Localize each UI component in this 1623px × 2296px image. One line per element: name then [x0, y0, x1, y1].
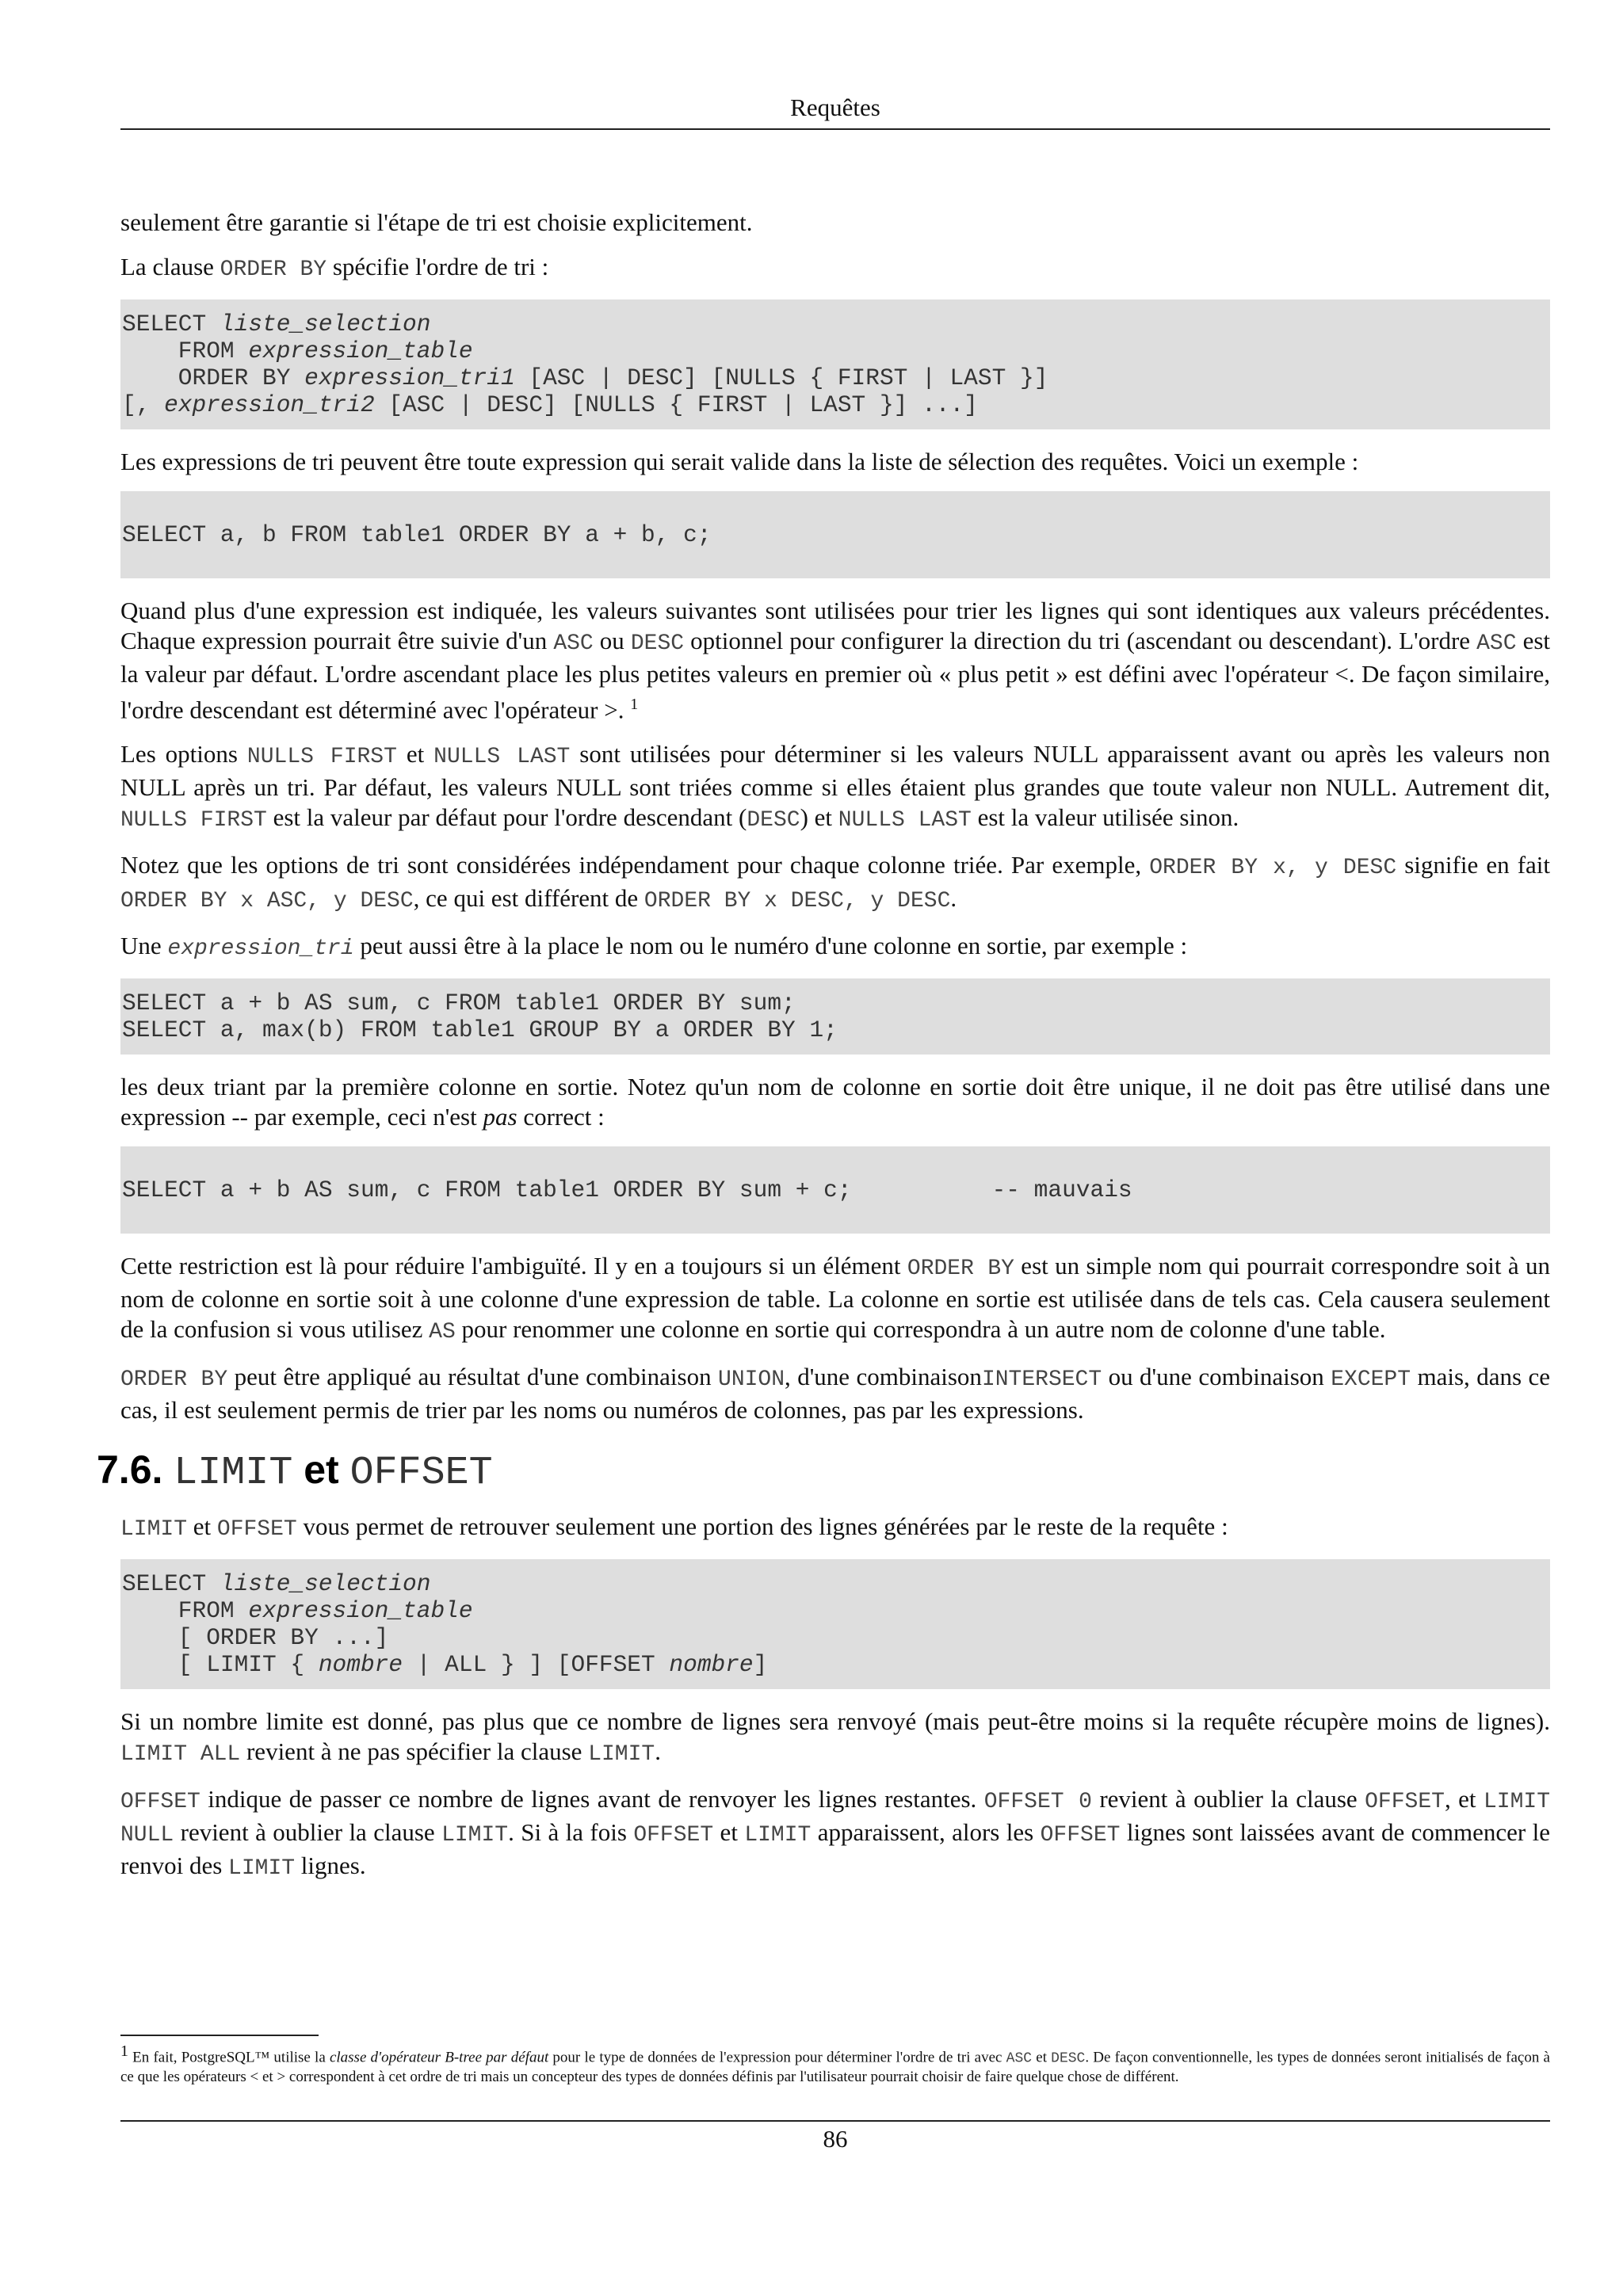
footer-rule: [120, 2120, 1550, 2122]
section-heading: 7.6. LIMIT et OFFSET: [97, 1447, 493, 1497]
paragraph: les deux triant par la première colonne en sortie. Notez qu'un nom de colonne en sortie doit être unique, il ne doit pas être utilisé dans une expression -- par exemple, ceci n'est pas correct :: [120, 1073, 1550, 1131]
code-block: SELECT a, b FROM table1 ORDER BY a + b, c;: [120, 491, 1550, 578]
paragraph: Notez que les options de tri sont considérées indépendament pour chaque colonne triée. Par exemple, ORDER BY x, y DESC signifie en fait ORDER BY x ASC, y DESC, ce qui est différent de ORDER BY x DESC, y DESC.: [120, 851, 1551, 914]
paragraph: seulement être garantie si l'étape de tri est choisie explicitement.: [120, 208, 753, 236]
code-block: SELECT a + b AS sum, c FROM table1 ORDER BY sum; SELECT a, max(b) FROM table1 GROUP BY a ORDER BY 1;: [120, 978, 1550, 1055]
paragraph: Si un nombre limite est donné, pas plus que ce nombre de lignes sera renvoyé (mais peut-être moins si la requête récupère moins de lignes). LIMIT ALL revient à ne pas spécifier la clause LIMIT.: [120, 1707, 1550, 1768]
paragraph: La clause ORDER BY spécifie l'ordre de tri :: [120, 253, 549, 282]
running-header: Requêtes: [790, 93, 880, 121]
footnote-ref[interactable]: 1: [630, 696, 639, 713]
paragraph: OFFSET indique de passer ce nombre de lignes avant de renvoyer les lignes restantes. OFFSET 0 revient à oublier la clause OFFSET, et LIMIT NULL revient à oublier la clause LIMIT. Si à la fois OFFSET et LIMIT apparaissent, alors les OFFSET lignes sont laissées avant de commencer le renvoi des LIMIT lignes.: [120, 1785, 1551, 1882]
paragraph: ORDER BY peut être appliqué au résultat d'une combinaison UNION, d'une combinaisonINTERSECT ou d'une combinaison EXCEPT mais, dans ce cas, il est seulement permis de trier par les noms ou numéros de colonnes, pas par les expressions.: [120, 1363, 1551, 1425]
page-body: [97, 208, 1551, 1898]
paragraph: LIMIT et OFFSET vous permet de retrouver seulement une portion des lignes générées par le reste de la requête :: [120, 1512, 1228, 1543]
document-page: [97, 0, 1551, 2296]
paragraph: Quand plus d'une expression est indiquée, les valeurs suivantes sont utilisées pour trier les lignes qui sont identiques aux valeurs précédentes. Chaque expression pourrait être suivie d'un ASC ou DESC optionnel pour configurer la direction du tri (ascendant ou descendant). L'ordre ASC est la valeur par défaut. L'ordre ascendant place les plus petites valeurs en premier où « plus petit » est défini avec l'opérateur <. De façon similaire, l'ordre descendant est déterminé avec l'opérateur >. $^1$: [120, 597, 1551, 724]
page-number: 86: [823, 2125, 848, 2153]
paragraph: Les expressions de tri peuvent être toute expression qui serait valide dans la liste de sélection des requêtes. Voici un exemple :: [120, 448, 1359, 475]
code-block: SELECT liste_selection FROM expression_table ORDER BY expression_tri1 [ASC | DESC] [NULLS { FIRST | LAST }] [, expression_tri2 [ASC | DESC] [NULLS { FIRST | LAST }] ...]: [120, 299, 1550, 429]
footnote-rule: [120, 2035, 319, 2036]
code-block: SELECT liste_selection FROM expression_table [ ORDER BY ...] [ LIMIT { nombre | ALL } ] [OFFSET nombre]: [120, 1559, 1550, 1689]
header-rule: [120, 128, 1550, 130]
paragraph: Les options NULLS FIRST et NULLS LAST sont utilisées pour déterminer si les valeurs NULL apparaissent avant ou après les valeurs non NULL après un tri. Par défaut, les valeurs NULL sont triées comme si elles étaient plus grandes que toute valeur non NULL. Autrement dit, NULLS FIRST est la valeur par défaut pour l'ordre descendant (DESC) et NULLS LAST est la valeur utilisée sinon.: [120, 740, 1550, 833]
footnote: $^1$ En fait, PostgreSQL™ utilise la classe d'opérateur B-tree par défaut pour le type de données de l'expression pour déterminer l'ordre de tri avec ASC et DESC. De façon conventionnelle, les types de données seront initialisés de façon à ce que les opérateurs < et > correspondent à cet ordre de tri mais un concepteur des types de données définis par l'utilisateur pourrait choisir de faire quelque chose de différent.: [120, 2042, 1550, 2086]
paragraph: Une expression_tri peut aussi être à la place le nom ou le numéro d'une colonne en sortie, par exemple :: [120, 932, 1188, 962]
code-block: SELECT a + b AS sum, c FROM table1 ORDER BY sum + c; -- mauvais: [120, 1146, 1550, 1234]
paragraph: Cette restriction est là pour réduire l'ambiguïté. Il y en a toujours si un élément ORDER BY est un simple nom qui pourrait correspondre soit à un nom de colonne en sortie soit à une colonne d'une expression de table. La colonne en sortie est utilisée dans de tels cas. Cela causera seulement de la confusion si vous utilisez AS pour renommer une colonne en sortie qui correspondra à un autre nom de colonne d'une table.: [120, 1252, 1550, 1345]
